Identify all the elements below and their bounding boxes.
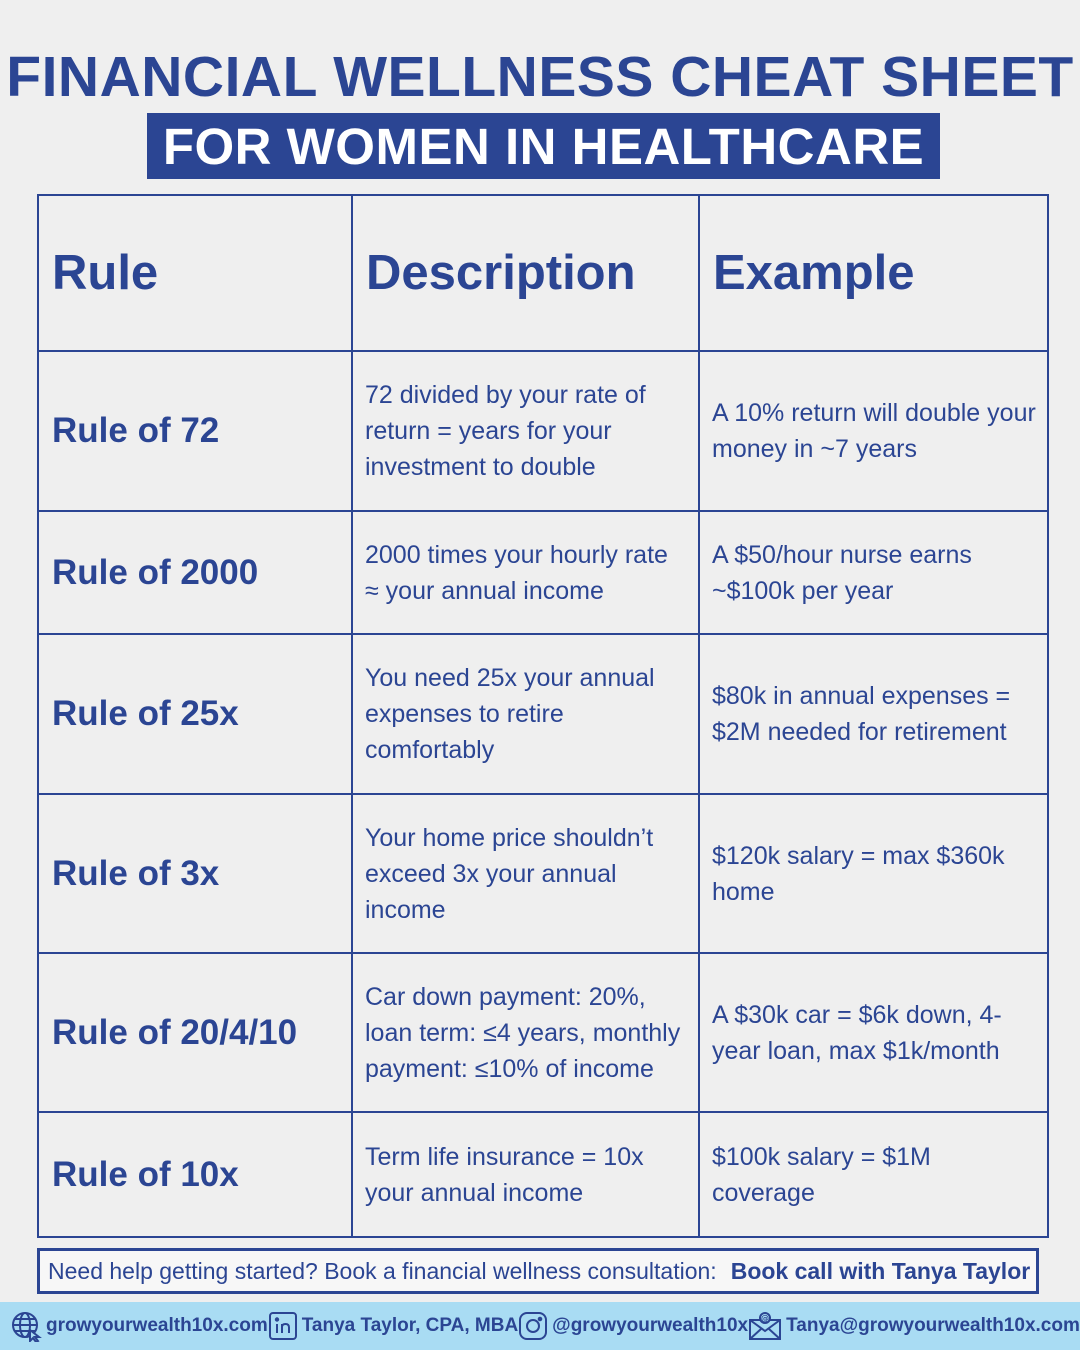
- rule-example: $120k salary = max $360k home: [699, 794, 1048, 953]
- website-text: growyourwealth10x.com: [46, 1315, 268, 1336]
- page-subtitle: FOR WOMEN IN HEALTHCARE: [162, 117, 925, 175]
- rule-description: You need 25x your annual expenses to retire comfortably: [352, 634, 699, 794]
- subtitle-banner: [147, 113, 940, 179]
- linkedin-link[interactable]: [268, 1311, 518, 1341]
- table-row: [38, 511, 1048, 634]
- instagram-text: @growyourwealth10x: [552, 1315, 749, 1336]
- rule-name: Rule of 2000: [38, 511, 352, 634]
- linkedin-icon: [268, 1311, 298, 1341]
- rule-description: Term life insurance = 10x your annual income: [352, 1112, 699, 1237]
- table-row: [38, 1112, 1048, 1237]
- rule-description: Car down payment: 20%, loan term: ≤4 years, monthly payment: ≤10% of income: [352, 953, 699, 1112]
- table-row: [38, 634, 1048, 794]
- globe-icon: [10, 1310, 42, 1342]
- column-header-rule: Rule: [38, 195, 352, 351]
- rules-table: [37, 194, 1049, 1238]
- rule-example: A $50/hour nurse earns ~$100k per year: [699, 511, 1048, 634]
- rule-example: A $30k car = $6k down, 4-year loan, max $1k/month: [699, 953, 1048, 1112]
- instagram-link[interactable]: [518, 1311, 748, 1341]
- rule-name: Rule of 20/4/10: [38, 953, 352, 1112]
- email-link[interactable]: [748, 1311, 1080, 1341]
- rule-example: $80k in annual expenses = $2M needed for retirement: [699, 634, 1048, 794]
- table-row: [38, 953, 1048, 1112]
- website-link[interactable]: [10, 1310, 268, 1342]
- email-text: Tanya@growyourwealth10x.com: [786, 1315, 1080, 1336]
- rule-name: Rule of 3x: [38, 794, 352, 953]
- rule-name: Rule of 72: [38, 351, 352, 511]
- rule-name: Rule of 25x: [38, 634, 352, 794]
- page-title: FINANCIAL WELLNESS CHEAT SHEET: [6, 45, 1074, 109]
- book-call-link[interactable]: Book call with Tanya Taylor: [730, 1257, 1031, 1284]
- svg-text:@: @: [761, 1314, 770, 1323]
- rule-name: Rule of 10x: [38, 1112, 352, 1237]
- contact-footer: [0, 1302, 1080, 1350]
- consultation-banner: [37, 1248, 1039, 1294]
- linkedin-text: Tanya Taylor, CPA, MBA: [301, 1315, 519, 1336]
- column-header-example: Example: [699, 195, 1048, 351]
- table-row: [38, 794, 1048, 953]
- table-header-row: [38, 195, 1048, 351]
- instagram-icon: [518, 1311, 548, 1341]
- rule-description: 2000 times your hourly rate ≈ your annual income: [352, 511, 699, 634]
- rule-description: 72 divided by your rate of return = years for your investment to double: [352, 351, 699, 511]
- rule-example: $100k salary = $1M coverage: [699, 1112, 1048, 1237]
- table-row: [38, 351, 1048, 511]
- rule-description: Your home price shouldn’t exceed 3x your annual income: [352, 794, 699, 953]
- mail-icon: [748, 1311, 782, 1341]
- rule-example: A 10% return will double your money in ~7 years: [699, 351, 1048, 511]
- column-header-description: Description: [352, 195, 699, 351]
- cta-text: Need help getting started? Book a financial wellness consultation:: [48, 1257, 717, 1284]
